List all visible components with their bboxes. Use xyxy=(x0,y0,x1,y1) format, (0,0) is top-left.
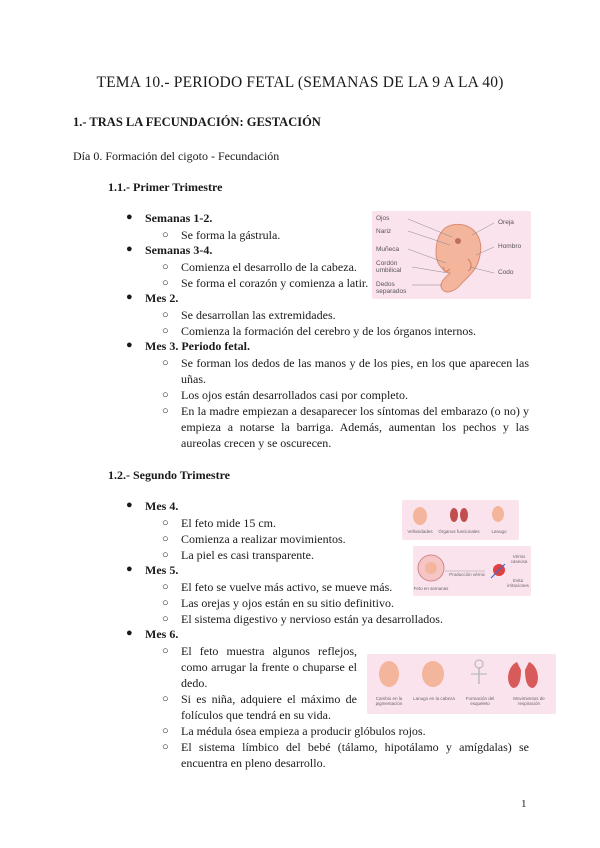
figure-caption: Vérnix caseosa xyxy=(510,554,528,564)
sub-item: ○ Se forma la gástrula. xyxy=(162,228,281,242)
sub-item: ○ La médula ósea empieza a producir glóbulos rojos. xyxy=(162,724,426,738)
sub-item: ○ Los ojos están desarrollados casi por completo. xyxy=(162,388,408,402)
embryo-figure xyxy=(372,211,531,299)
sub-item: ○ Comienza el desarrollo de la cabeza. xyxy=(162,260,357,274)
page-number: 1 xyxy=(521,798,527,810)
intro-text: Día 0. Formación del cigoto - Fecundación xyxy=(73,149,280,163)
sub-item: ○ Se forman los dedos de las manos y de los pies, en los que aparecen las uñas. xyxy=(162,356,529,386)
embryo-label: Dedos separados xyxy=(376,281,407,295)
embryo-label: Ojos xyxy=(376,215,390,222)
list-item: ● Mes 3. Periodo fetal. xyxy=(126,339,250,353)
figure-caption: Vellosidades xyxy=(407,529,433,534)
sub-item: ○ En la madre empiezan a desaparecer los síntomas del embarazo (o no) y empieza a notarse la barriga. Además, aumentan los pechos y las aureolas crecen y se oscurecen. xyxy=(162,404,529,450)
page-title: TEMA 10.- PERIODO FETAL (SEMANAS DE LA 9 A LA 40) xyxy=(96,74,504,91)
embryo-label: Cordón umbilical xyxy=(376,260,402,274)
list-item: ● Mes 2. xyxy=(126,291,179,305)
sub-item: ○ Comienza a realizar movimientos. xyxy=(162,532,346,546)
fetus-icon xyxy=(492,506,504,522)
list-item: ● Semanas 1-2. xyxy=(126,211,213,225)
list-item: ● Mes 4. xyxy=(126,499,179,513)
sub-item: ○ Comienza la formación del cerebro y de los órganos internos. xyxy=(162,324,477,338)
list-item: ● Mes 6. xyxy=(126,627,179,641)
sub-item: ○ Si es niña, adquiere el máximo de folículos que tendrá en su vida. xyxy=(162,692,357,722)
womb-icon xyxy=(418,555,444,581)
section-heading: 1.- TRAS LA FECUNDACIÓN: GESTACIÓN xyxy=(73,115,321,129)
sub-item: ○ El sistema límbico del bebé (tálamo, hipotálamo y amígdalas) se encuentra en pleno desarrollo. xyxy=(162,740,529,770)
figure-caption: Órganos funcionales xyxy=(438,529,480,534)
figure-caption: Formación del esqueleto xyxy=(465,696,495,706)
trimester1-heading: 1.1.- Primer Trimestre xyxy=(108,180,223,194)
sub-item: ○ El feto se vuelve más activo, se mueve más. xyxy=(162,580,393,594)
embryo-icon xyxy=(436,224,481,292)
figure-caption: Feto en semanas xyxy=(413,586,449,591)
figure-caption: Evita irritaciones xyxy=(507,578,529,588)
mes4-figure xyxy=(402,500,519,540)
embryo-label: Oreja xyxy=(498,219,514,226)
sub-item: ○ Se forma el corazón y comienza a latir. xyxy=(162,276,369,290)
mes5-figure xyxy=(413,546,531,596)
embryo-label: Hombro xyxy=(498,243,522,250)
sub-item: ○ Se desarrollan las extremidades. xyxy=(162,308,336,322)
sub-item: ○ El feto mide 15 cm. xyxy=(162,516,276,530)
embryo-label: Muñeca xyxy=(376,246,400,253)
sub-item: ○ El sistema digestivo y nervioso están ya desarrollados. xyxy=(162,612,443,626)
fetus-icon xyxy=(379,661,399,687)
skeleton-icon xyxy=(471,660,487,684)
sub-item: ○ Las orejas y ojos están en su sitio definitivo. xyxy=(162,596,394,610)
fetus-hand-icon xyxy=(413,507,427,525)
figure-caption: Lanugo xyxy=(491,529,507,534)
figure-caption: Cambio en la pigmentación xyxy=(375,696,403,706)
sub-item: ○ El feto muestra algunos reflejos, como arrugar la frente o chuparse el dedo. xyxy=(162,644,357,690)
embryo-label: Nariz xyxy=(376,228,392,235)
figure-caption: Movimientos de respiración xyxy=(513,696,545,706)
fetus-head-icon xyxy=(422,661,444,687)
list-item: ● Semanas 3-4. xyxy=(126,243,213,257)
figure-caption: Producción vérnix xyxy=(449,572,485,577)
list-item: ● Mes 5. xyxy=(126,563,179,577)
figure-caption: Lanugo en la cabeza xyxy=(413,696,455,701)
trimester2-heading: 1.2.- Segundo Trimestre xyxy=(108,468,230,482)
lungs-icon xyxy=(508,662,538,688)
mes6-figure xyxy=(367,654,556,714)
sub-item: ○ La piel es casi transparente. xyxy=(162,548,314,562)
kidney-icon xyxy=(450,508,468,522)
embryo-label: Codo xyxy=(498,269,514,276)
